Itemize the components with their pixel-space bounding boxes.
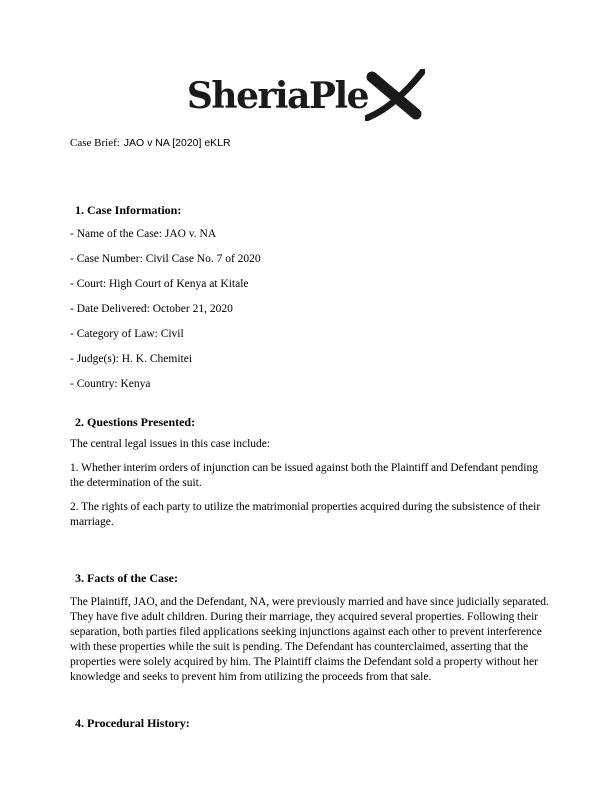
- questions-intro: The central legal issues in this case include:: [70, 438, 271, 450]
- case-info-item-category: - Category of Law: Civil: [70, 328, 184, 340]
- case-info-item-judges: - Judge(s): H. K. Chemitei: [70, 353, 193, 365]
- section-heading-case-information: 1. Case Information:: [75, 203, 182, 217]
- case-info-item-date: - Date Delivered: October 21, 2020: [70, 303, 233, 315]
- case-brief-title: JAO v NA [2020] eKLR: [123, 137, 231, 149]
- question-item-2: 2. The rights of each party to utilize the matrimonial properties acquired during the subsistence of their marriage.: [70, 501, 541, 528]
- case-info-item-name: - Name of the Case: JAO v. NA: [70, 228, 217, 240]
- document-body: [0, 202, 552, 731]
- logo-x-icon: [365, 69, 425, 126]
- section-heading-procedural-history: 4. Procedural History:: [75, 716, 190, 730]
- case-brief-prefix: Case Brief:: [70, 137, 120, 149]
- section-heading-questions-presented: 2. Questions Presented:: [75, 415, 196, 429]
- case-info-item-number: - Case Number: Civil Case No. 7 of 2020: [70, 253, 261, 265]
- question-item-1: 1. Whether interim orders of injunction can be issued against both the Plaintiff and Defendant pending the determination of the suit.: [70, 462, 538, 489]
- case-info-item-country: - Country: Kenya: [70, 378, 151, 390]
- case-info-item-court: - Court: High Court of Kenya at Kitale: [70, 278, 249, 290]
- section-heading-facts-of-the-case: 3. Facts of the Case:: [75, 571, 178, 585]
- facts-paragraph: The Plaintiff, JAO, and the Defendant, NA, were previously married and have since judicially separated. They have five adult children. During their marriage, they acquired several properties. Following their separation, both parties filed applications seeking injunctions against each other to prevent interference with these properties while the suit is pending. The Defendant has counterclaimed, asserting that the properties were solely acquired by him. The Plaintiff claims the Defendant sold a property without her knowledge and seeks to prevent him from utilizing the proceeds from that sale.: [70, 596, 549, 683]
- sheriaplex-logo: [0, 0, 612, 126]
- case-brief-line: [0, 136, 612, 150]
- logo-wordmark: SheriaPle: [186, 75, 369, 117]
